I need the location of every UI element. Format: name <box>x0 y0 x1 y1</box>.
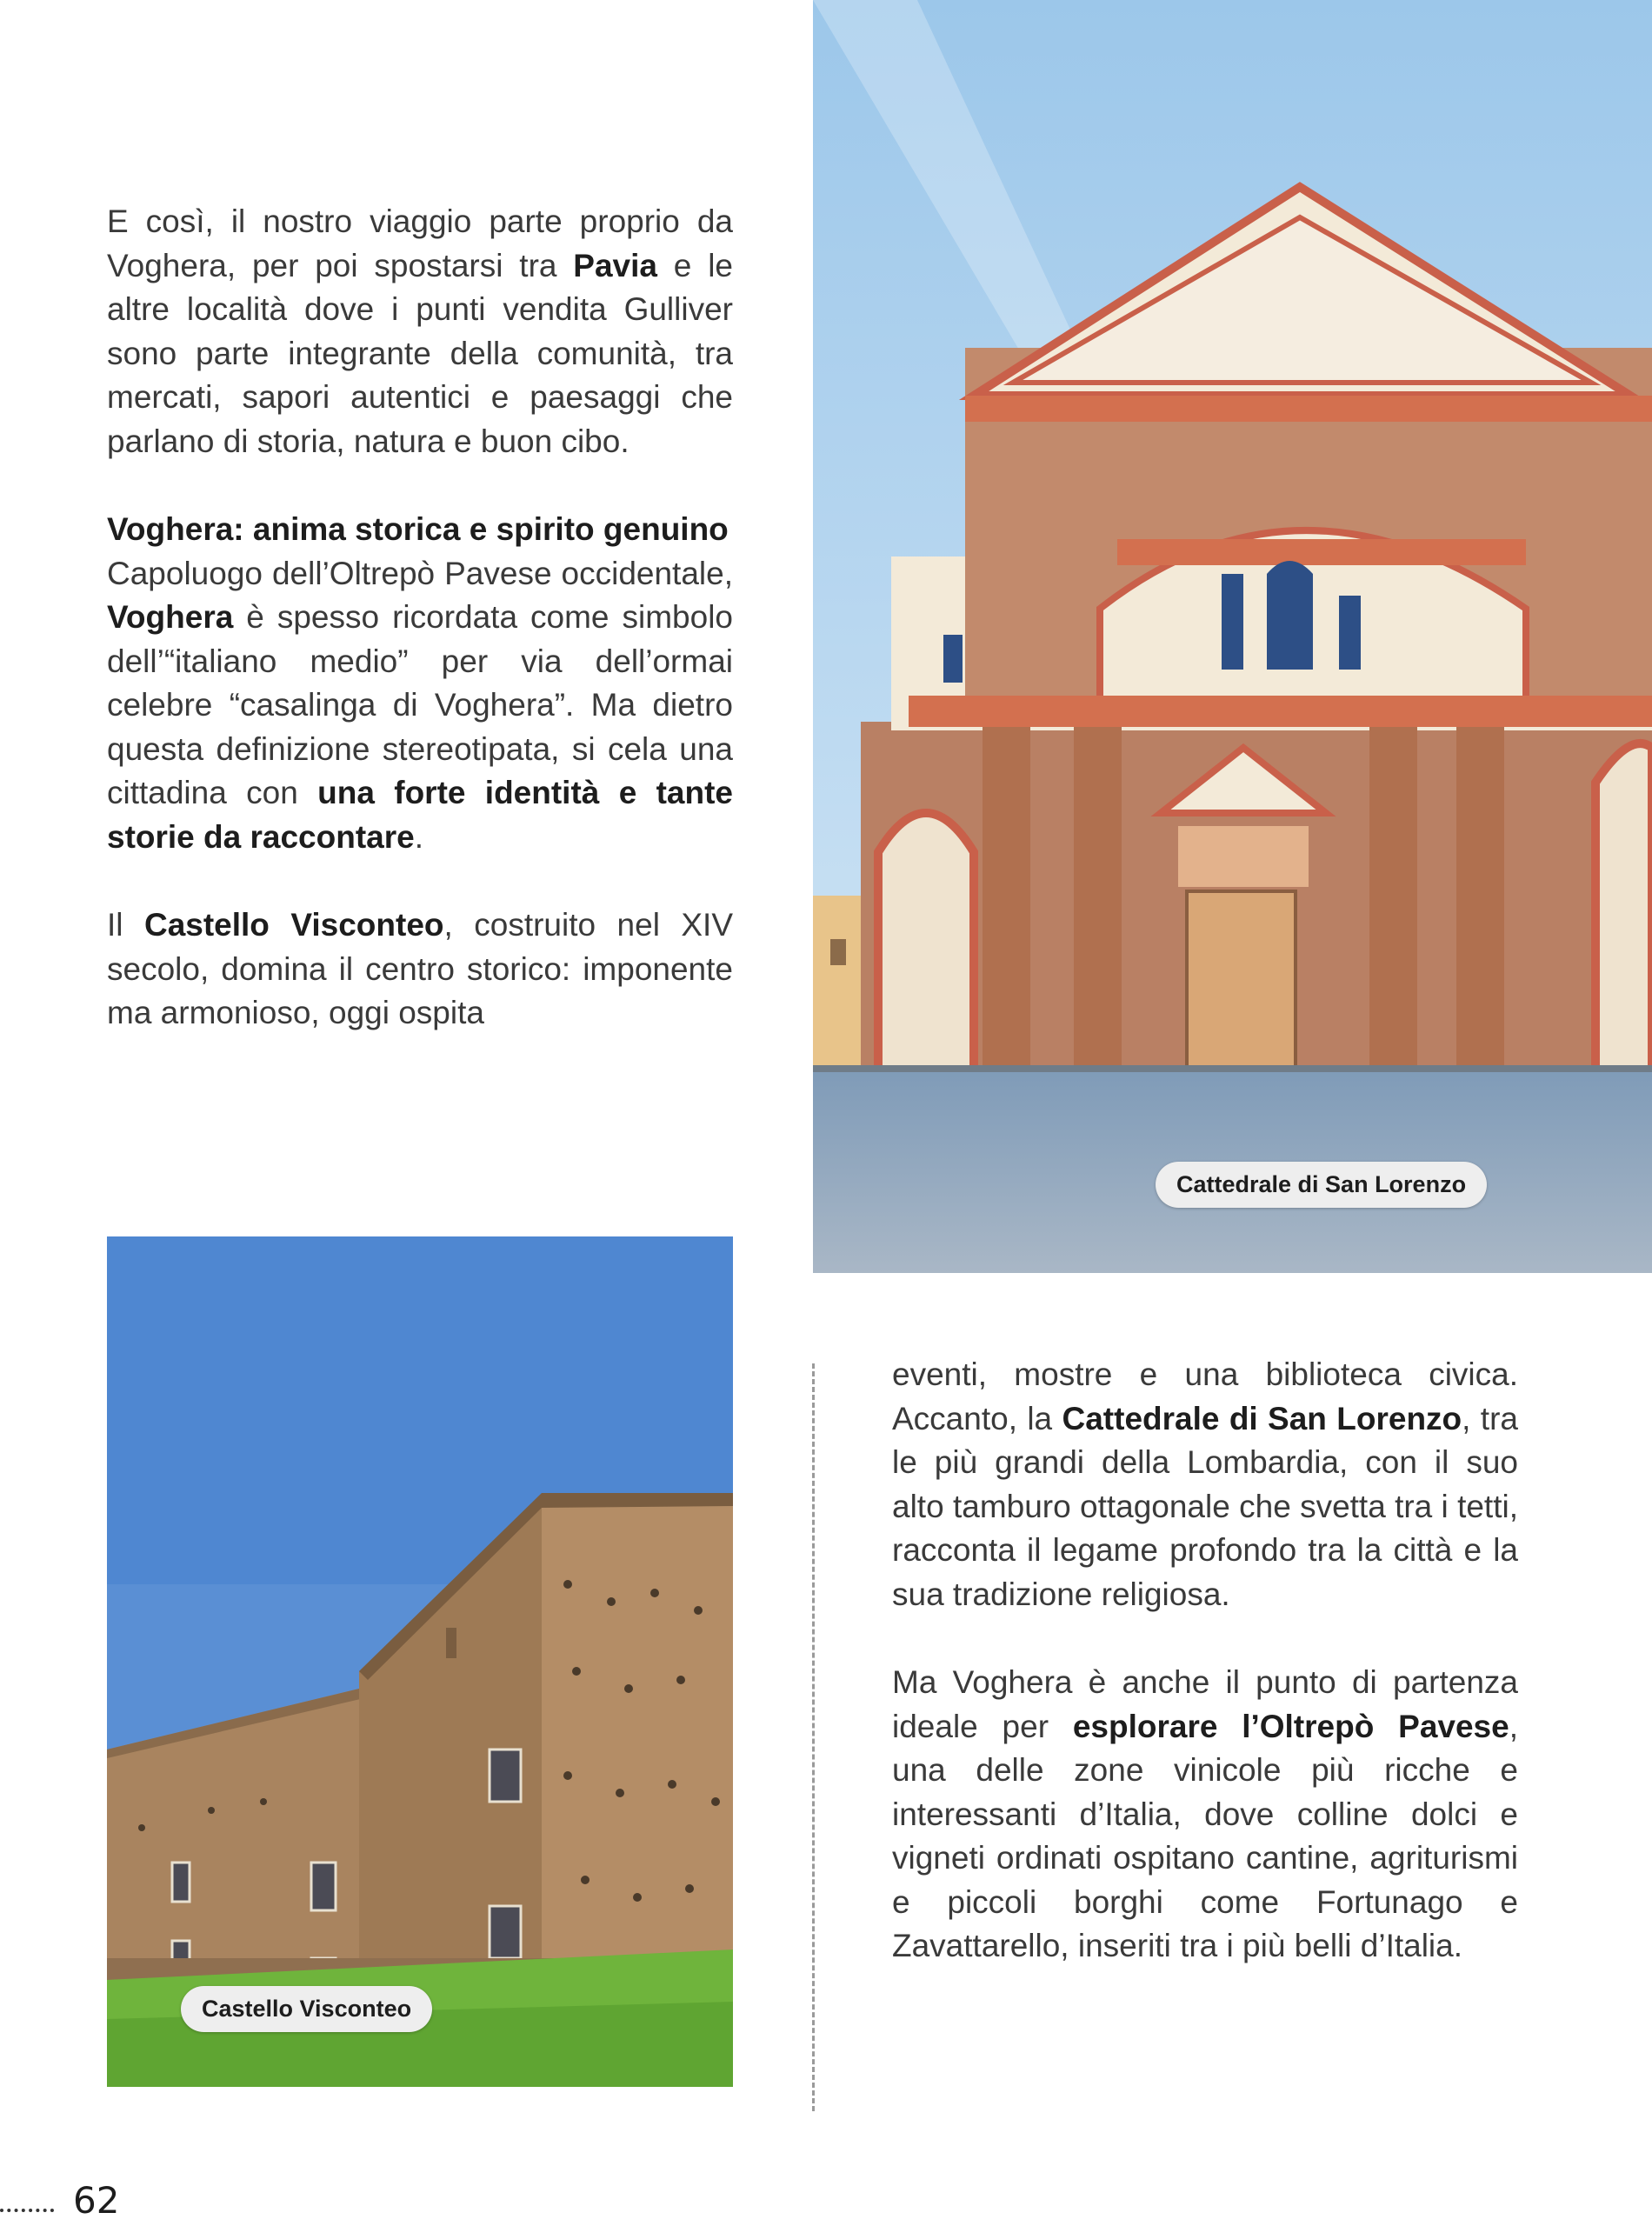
page-number: 62 <box>73 2179 120 2222</box>
castle-caption: Castello Visconteo <box>181 1986 432 2032</box>
right-text-column <box>892 1353 1518 1969</box>
cathedral-caption: Cattedrale di San Lorenzo <box>1156 1162 1487 1208</box>
voghera-paragraph: Capoluogo dell’Oltrepò Pavese occidentale, Voghera è spesso ricordata come simbolo dell’“italiano medio” per via dell’ormai celebre “casalinga di Voghera”. Ma dietro questa definizione stereotipata, si cela una cittadina con una forte identità e tante storie da raccontare. <box>107 555 734 855</box>
left-text-column <box>107 200 733 1036</box>
castle-photo <box>107 1236 733 2087</box>
intro-paragraph: E così, il nostro viaggio parte proprio da Voghera, per poi spostarsi tra Pavia e le altre località dove i punti vendita Gulliver sono parte integrante della comunità, tra mercati, sapori autentici e paesaggi che parlano di storia, natura e buon cibo. <box>107 203 733 459</box>
page-number-leader <box>0 2209 54 2212</box>
cathedral-photo <box>813 0 1652 1273</box>
cathedral-paragraph: eventi, mostre e una biblioteca civica. Accanto, la Cattedrale di San Lorenzo, tra le più grandi della Lombardia, con il suo alto tamburo ottagonale che svetta tra i tetti, racconta il legame profondo tra la città e la sua tradizione religiosa. <box>892 1356 1518 1612</box>
oltrepo-paragraph: Ma Voghera è anche il punto di partenza ideale per esplorare l’Oltrepò Pavese, una delle zone vinicole più ricche e interessanti d’Italia, dove colline dolci e vigneti ordinati ospitano cantine, agriturismi e piccoli borghi come Fortunago e Zavattarello, inseriti tra i più belli d’Italia. <box>892 1664 1518 1963</box>
column-divider <box>812 1363 815 2111</box>
section-heading: Voghera: anima storica e spirito genuino <box>107 511 729 547</box>
castle-paragraph: Il Castello Visconteo, costruito nel XIV secolo, domina il centro storico: imponente ma armonioso, oggi ospita <box>107 907 734 1030</box>
